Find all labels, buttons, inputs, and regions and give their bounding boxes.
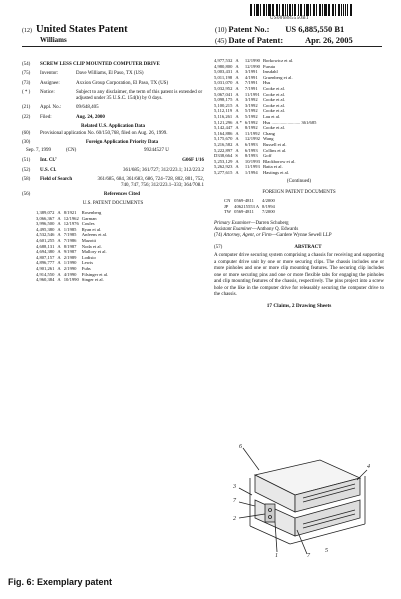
barcode-bar — [301, 4, 302, 16]
barcode-number: US006885550B1 — [270, 16, 309, 21]
us-docs-heading: U.S. PATENT DOCUMENTS — [82, 200, 144, 206]
field-search-entry: (58) Field of Search 361/685, 684, 361/683, 686, 724–728, 802, 801, 752, 740, 747, 756; 312/223.1–333; 364/708.1 — [22, 176, 204, 189]
figure-caption: Fig. 6: Exemplary patent — [8, 577, 113, 587]
primary-examiner: Primary Examiner—Darren Schuberg — [214, 220, 289, 226]
us-reference-row: 3,996,500 A 12/1976 Coules — [36, 221, 95, 227]
us-reference-row: 5,277,615 A 1/1994 Hastings et al. — [214, 169, 290, 175]
barcode-bar — [283, 4, 284, 16]
barcode-bar — [270, 4, 271, 16]
us-reference-row: 4,688,131 A 8/1987 Noda et al. — [36, 243, 102, 249]
barcode-bar — [314, 4, 315, 16]
barcode-bar — [277, 4, 278, 16]
abstract-text: A computer drive securing system comprising a chassis for receiving and supporting a computer drive unit by one or more securing clips. The chassis includes one or more pinholes and one or more clip mounting features. The securing clip includes one or more securing pins and one or more flexible tabs for engaging the pinholes and clip mounting features of the chassis, respectively. The pins project into a screw hole or the like in the computer drive for releasably securing the computer drive to the chassis. — [214, 253, 384, 298]
foreign-reference-row: CN 0569-4811 4/2000 — [224, 198, 275, 204]
drawing-label-7: 7 — [307, 553, 310, 558]
barcode-bar — [279, 4, 280, 16]
us-reference-row: 3,066,367 A 12/1962 Garman — [36, 215, 97, 221]
barcode-bar — [257, 4, 259, 16]
barcode-bar — [292, 4, 293, 16]
barcode-bar — [295, 4, 296, 16]
us-reference-row: 5,031,070 A 7/1991 Hsu — [214, 80, 271, 86]
patent-title-line: (12) United States Patent — [22, 24, 128, 35]
us-reference-row: 5,116,261 A 5/1992 Lau et al. — [214, 113, 281, 119]
priority-line: Sep. 7, 1999 (CN) 99244527 U — [26, 147, 169, 153]
barcode-bar — [347, 4, 349, 16]
barcode-bar — [298, 4, 299, 16]
related-entry: (60) Provisional application No. 60/150,768, filed on Aug. 26, 1999. — [22, 131, 168, 137]
us-reference-row: 4,914,550 A 4/1990 Filsinger et al. — [36, 271, 109, 277]
barcode-bar — [272, 4, 274, 16]
priority-heading: (30) Foreign Application Priority Data — [22, 139, 159, 145]
us-reference-row: 1,389,072 A 8/1921 Rosenberg — [36, 210, 102, 216]
bib-entry: (22) Filed: Aug. 24, 2000 — [22, 114, 105, 120]
barcode-bar — [289, 4, 291, 16]
bib-entry: (73) Assignee: Axxion Group Corporation, El Paso, TX (US) — [22, 80, 169, 86]
bibliographic-entries — [22, 62, 204, 121]
us-reference-row: 4,495,380 A 1/1985 Ryan et al. — [36, 226, 102, 232]
barcode-graphic — [250, 4, 390, 16]
barcode-bar — [320, 4, 321, 16]
barcode-bar — [341, 4, 342, 16]
barcode-bar — [345, 4, 346, 16]
us-reference-row: 5,142,447 A 8/1992 Cooke et al. — [214, 125, 286, 131]
us-reference-row: D338,664 S 8/1993 Goff — [214, 153, 272, 159]
barcode-bar — [339, 4, 340, 16]
us-reference-row: 4,532,546 A 7/1985 Anfeens et al. — [36, 232, 108, 238]
barcode-bar — [254, 4, 255, 16]
drawing-label-4: 4 — [367, 464, 370, 470]
barcode-bar — [326, 4, 327, 16]
patent-number: US 6,885,550 B1 — [285, 24, 345, 34]
us-reference-row: 5,098,175 A 3/1992 Cooke et al. — [214, 97, 286, 103]
barcode-bar — [307, 4, 309, 16]
bib-entry: (21) Appl. No.: 09/648,405 — [22, 105, 99, 111]
us-reference-row: 4,601,255 A 7/1986 Mazotti — [36, 238, 97, 244]
bib-entry: (75) Inventor: Dave Williams, El Paso, TX (US) — [22, 71, 144, 77]
foreign-reference-row: JP 406215553 A 8/1994 — [224, 203, 275, 209]
us-reference-row: 5,003,431 A 3/1991 Imsdahl — [214, 69, 278, 75]
us-reference-row: 5,032,952 A 7/1991 Cooke et al. — [214, 85, 286, 91]
drawing-label-0: 6 — [239, 444, 242, 450]
right-column — [214, 58, 384, 309]
us-reference-row: 4,901,261 A 2/1990 Fuhs — [36, 265, 91, 271]
barcode-bar — [328, 4, 330, 16]
attorney: (74) Attorney, Agent, or Firm—Gardere Wynne Sewell LLP — [214, 233, 332, 239]
barcode-bar — [251, 4, 252, 16]
us-reference-row: 5,262,923 A 11/1993 Batta et al. — [214, 164, 283, 170]
us-reference-row: 5,011,198 A 4/1991 Gruenberg et al. — [214, 74, 293, 80]
drawing-label-5: 5 — [325, 548, 328, 554]
us-reference-row: 5,100,215 A 3/1992 Cooke et al. — [214, 102, 286, 108]
foreign-reference-row: TW 0569-4811 7/2000 — [224, 209, 275, 215]
us-reference-row: 4,977,532 A 12/1990 Borkowicz et al. — [214, 58, 294, 63]
barcode-bar — [285, 4, 286, 16]
us-reference-row: 5,222,897 A 6/1993 Collins et al. — [214, 147, 287, 153]
header-right — [215, 24, 353, 46]
drawing-label-6: 1 — [275, 553, 278, 558]
us-reference-row: 5,216,582 A 6/1993 Russell et al. — [214, 141, 287, 147]
patent-type-title: United States Patent — [36, 24, 128, 35]
header-rule — [22, 46, 382, 47]
us-reference-row: 5,067,041 A 11/1991 Cooke et al. — [214, 91, 286, 97]
barcode-bar — [304, 4, 305, 16]
patent-number-line: (10) Patent No.: US 6,885,550 B1 — [215, 24, 345, 34]
us-reference-row: 4,980,800 A 12/1990 Furuta — [214, 63, 275, 69]
foreign-references-table — [224, 198, 278, 215]
drawing-label-3: 2 — [233, 516, 236, 522]
barcode-bar — [351, 4, 352, 16]
barcode-bar — [260, 4, 261, 16]
barcode-bar — [335, 4, 336, 16]
us-references-right-table — [214, 58, 319, 175]
inventor-surname: Williams — [40, 36, 67, 44]
abstract-heading: (57) ABSTRACT — [214, 244, 322, 250]
header-left — [22, 24, 128, 44]
continued-note: (Continued) — [286, 179, 312, 185]
us-cl-entry: (52) U.S. Cl. 361/685; 361/727; 312/223.1; 312/223.2 — [22, 167, 204, 173]
drawing-label-2: 7 — [233, 498, 236, 504]
int-cl-entry: (51) Int. Cl.⁷ G06F 1/16 — [22, 158, 204, 164]
foreign-heading: FOREIGN PATENT DOCUMENTS — [262, 189, 336, 195]
us-references-left-table — [36, 210, 111, 283]
us-reference-row: 4,694,380 A 9/1987 Mallory et al. — [36, 249, 107, 255]
barcode-bar — [322, 4, 323, 16]
references-heading: (56) References Cited — [22, 192, 141, 198]
us-reference-row: 5,253,129 A 10/1993 Blackborow et al. — [214, 158, 296, 164]
barcode-bar — [264, 4, 265, 16]
left-column — [22, 62, 204, 283]
us-reference-row: 5,121,296 A * 6/1992 Hsu ......................... 361/685 — [214, 119, 317, 125]
us-reference-row: 5,112,119 A 5/1992 Cooke et al. — [214, 108, 286, 114]
bib-entry: (54) SCREW LESS CLIP MOUNTED COMPUTER DRIVE — [22, 62, 160, 67]
related-heading: Related U.S. Application Data — [80, 124, 146, 130]
bib-entry: ( * ) Notice: Subject to any disclaimer, the term of this patent is extended or adjusted under 35 U.S.C. 154(b) by 0 days. — [22, 89, 203, 102]
barcode-bar — [310, 4, 311, 16]
us-reference-row: 5,164,886 A 11/1992 Chang — [214, 130, 275, 136]
patent-date-line: (45) Date of Patent: Apr. 26, 2005 — [215, 35, 353, 45]
patent-date: Apr. 26, 2005 — [304, 35, 353, 45]
patent-drawing — [225, 440, 375, 558]
us-reference-row: 4,896,777 A 1/1990 Lewis — [36, 260, 93, 266]
assistant-examiner: Assistant Examiner—Anthony Q. Edwards — [214, 227, 299, 233]
barcode-bar — [316, 4, 317, 16]
barcode-bar — [333, 4, 334, 16]
us-reference-row: 5,175,670 A 12/1992 Wang — [214, 136, 274, 142]
barcode-bar — [266, 4, 267, 16]
examiners-block — [214, 221, 384, 240]
us-reference-row: 4,807,157 A 2/1989 Lodisio — [36, 254, 96, 260]
us-reference-row: 4,960,384 A 10/1990 Singer et al. — [36, 277, 104, 283]
claims-line: 17 Claims, 2 Drawing Sheets — [266, 302, 332, 309]
drawing-label-1: 3 — [233, 484, 236, 490]
